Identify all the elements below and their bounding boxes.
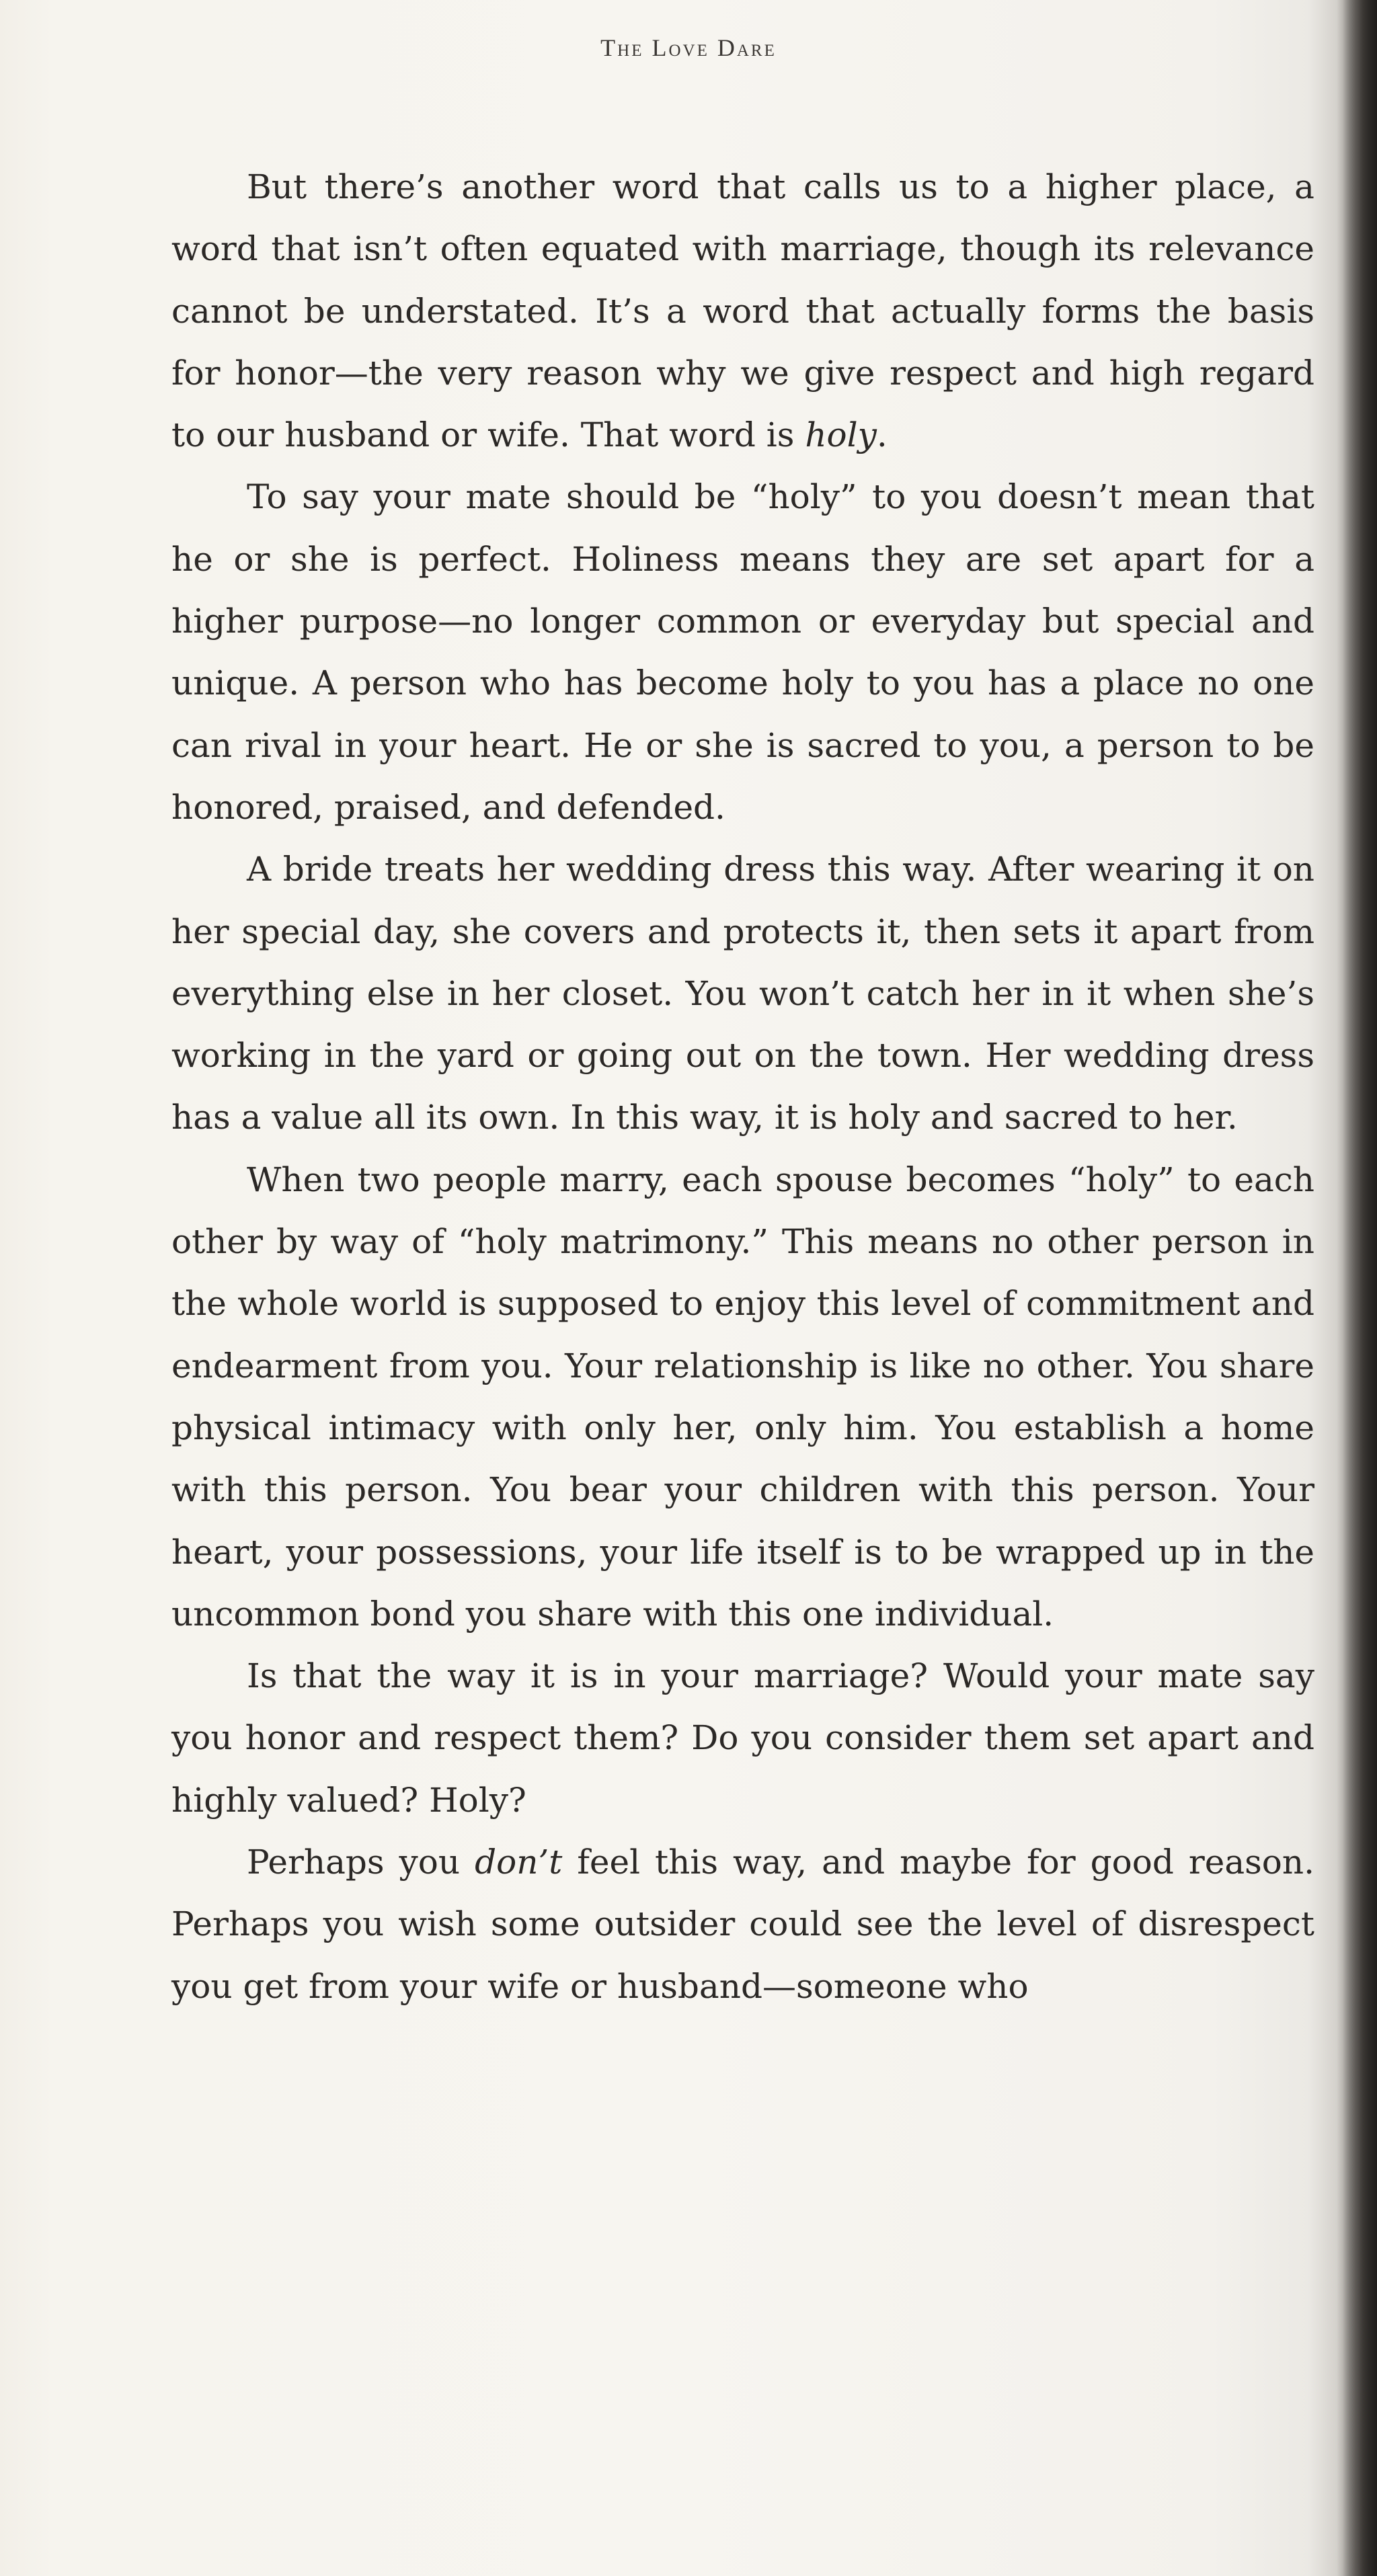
paragraph-5: [171, 1645, 1314, 1831]
paragraph-3: [171, 838, 1314, 1148]
paragraph-1-emphasis: holy: [805, 415, 877, 455]
paragraph-6-emphasis: don’t: [475, 1843, 563, 1882]
paragraph-1-end: .: [876, 415, 888, 455]
paragraph-4: [171, 1149, 1314, 1645]
body-text: [171, 156, 1314, 2017]
paragraph-6-start: Perhaps you: [247, 1843, 475, 1882]
paragraph-4-text: When two people marry, each spouse becomes “holy” to each other by way of “holy matrimony.” This means no other person in the whole world is supposed to enjoy this level of commitment and endearment from you. Your relationship is like no other. You share physical intimacy with only her, only him. You establish a home with this person. You bear your children with this person. Your heart, your possessions, your life itself is to be wrapped up in the uncommon bond you share with this one individual.: [171, 1160, 1314, 1634]
paragraph-5-text: Is that the way it is in your marriage? Would your mate say you honor and respect them? Do you consider them set apart and highly valued? Holy?: [171, 1656, 1314, 1820]
paragraph-1-text: But there’s another word that calls us to a higher place, a word that isn’t often equated with marriage, though its relevance cannot be understated. It’s a word that actually forms the basis for honor—the very reason why we give respect and high regard to our husband or wife. That word is: [171, 167, 1314, 455]
running-header: The Love Dare: [600, 34, 777, 61]
paragraph-3-text: A bride treats her wedding dress this way. After wearing it on her special day, she covers and protects it, then sets it apart from everything else in her closet. You won’t catch her in it when she’s working in the yard or going out on the town. Her wedding dress has a value all its own. In this way, it is holy and sacred to her.: [171, 850, 1314, 1137]
paragraph-6: [171, 1831, 1314, 2017]
paragraph-1: [171, 156, 1314, 466]
paragraph-2-text: To say your mate should be “holy” to you doesn’t mean that he or she is perfect. Holiness means they are set apart for a higher purpose—no longer common or everyday but special and unique. A person who has become holy to you has a place no one can rival in your heart. He or she is sacred to you, a person to be honored, praised, and defended.: [171, 477, 1314, 827]
paragraph-6-text: feel this way, and maybe for good reason. Perhaps you wish some outsider could see the level of disrespect you get from your wife or husband—someone who: [171, 1843, 1314, 2006]
paragraph-2: [171, 466, 1314, 838]
